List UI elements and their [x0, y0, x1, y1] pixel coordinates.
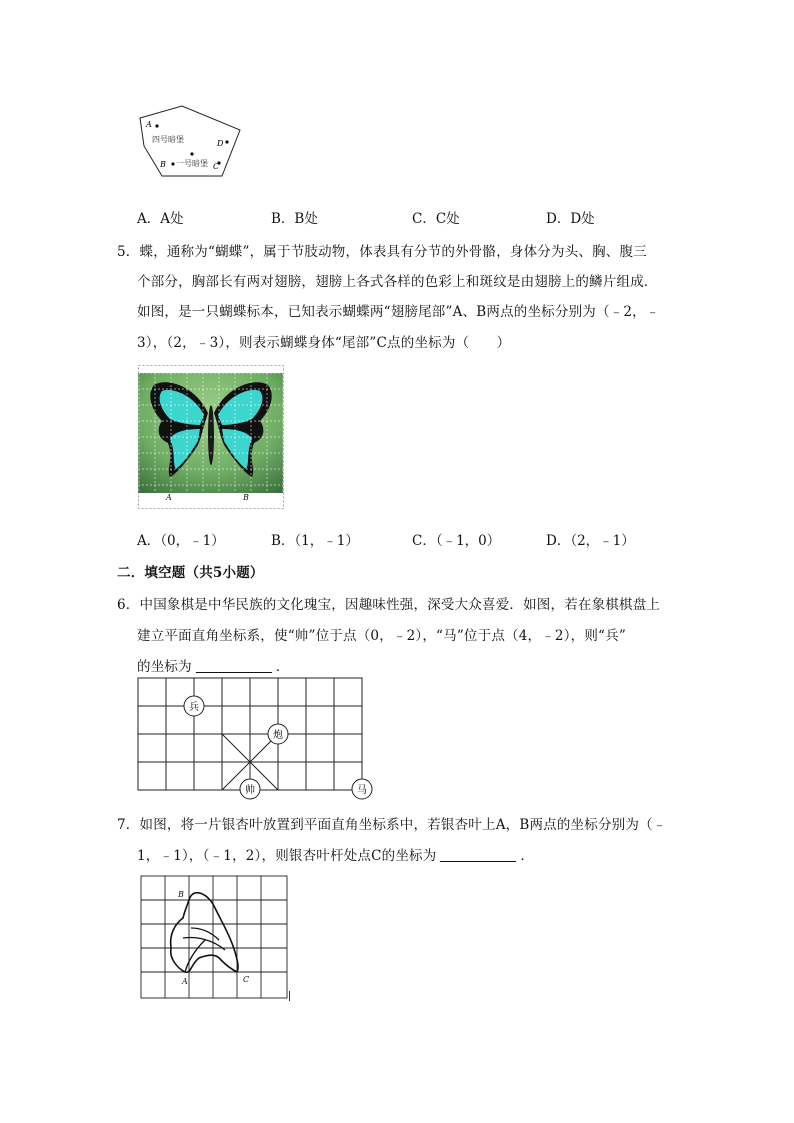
map-label-c: C [213, 162, 220, 171]
q7-suffix: ． [520, 848, 535, 864]
q6-text-line-2: 建立平面直角坐标系，使“帅”位于点（0，﹣2），“马”位于点（4，﹣2），则“兵” [137, 628, 626, 644]
piece-ma[interactable] [352, 779, 372, 799]
piece-bing[interactable] [184, 696, 204, 716]
q5-option-b[interactable]: B．（1，﹣1） [271, 533, 359, 549]
figure-edge-mark [289, 991, 290, 1001]
q5-text-line-2: 个部分，胸部长有两对翅膀，翅膀上各式各样的色彩上和斑纹是由翅膀上的鳞片组成． [137, 274, 658, 290]
piece-ma-label: 马 [357, 785, 367, 796]
q6-prefix: 的坐标为 [137, 659, 192, 675]
q5-text-line-3: 如图，是一只蝴蝶标本，已知表示蝴蝶两“翅膀尾部”A、B两点的坐标分别为（﹣2，﹣ [137, 304, 660, 320]
q7-text-line-2-body: 1，﹣1），（﹣1，2），则银杏叶杆处点C的坐标为 [137, 848, 437, 864]
map-label-d: D [217, 139, 224, 148]
piece-bing-label: 兵 [189, 702, 199, 713]
piece-pao[interactable] [268, 724, 288, 744]
leaf-label-b: B [178, 890, 184, 899]
piece-shuai[interactable] [240, 779, 260, 799]
q4-option-b[interactable]: B．B处 [271, 211, 318, 227]
section-2-title: 二．填空题（共5小题） [117, 565, 264, 581]
butterfly-label-a: A [166, 493, 172, 502]
fort-map-figure [136, 104, 246, 178]
q5-text-line-1: 5．蝶，通称为“蝴蝶”，属于节肢动物，体表具有分节的外骨骼，身体分为头、胸、腹三 [117, 244, 647, 260]
q4-option-c[interactable]: C．C处 [412, 211, 460, 227]
ginkgo-leaf-outline [171, 893, 238, 973]
piece-pao-label: 炮 [273, 730, 283, 741]
map-label-a: A [146, 120, 152, 129]
q6-text-line-1: 6．中国象棋是中华民族的文化瑰宝，因趣味性强，深受大众喜爱．如图，若在象棋棋盘上 [117, 597, 661, 613]
butterfly-label-b: B [243, 493, 249, 502]
leaf-label-c: C [243, 975, 250, 984]
q5-option-d[interactable]: D．（2，﹣1） [546, 533, 635, 549]
q7-text-line-1: 7．如图，将一片银杏叶放置到平面直角坐标系中，若银杏叶上A，B两点的坐标分别为（﹣ [117, 817, 667, 833]
q6-suffix: ． [275, 659, 290, 675]
q6-answer-blank[interactable] [196, 659, 272, 673]
q7-answer-blank[interactable] [440, 848, 516, 862]
chessboard-figure [136, 677, 376, 801]
q6-text-line-3 [137, 655, 290, 675]
map-label-fort1: 一号暗堡 [176, 159, 208, 168]
q7-text-line-2 [137, 844, 534, 864]
ginkgo-leaf-figure [139, 874, 293, 1002]
q5-option-a[interactable]: A．（0，﹣1） [137, 533, 225, 549]
leaf-label-a: A [182, 977, 188, 986]
q5-text-line-4: 3），（2，﹣3），则表示蝴蝶身体“尾部”C点的坐标为（ ） [137, 335, 511, 351]
map-label-b: B [160, 160, 166, 169]
q4-option-a[interactable]: A．A处 [137, 211, 184, 227]
butterfly-figure [138, 365, 284, 509]
q4-option-d[interactable]: D．D处 [546, 211, 595, 227]
map-label-fort4: 四号暗堡 [152, 135, 184, 144]
butterfly-body [208, 405, 214, 465]
q5-option-c[interactable]: C．（﹣1，0） [412, 533, 501, 549]
piece-shuai-label: 帅 [245, 785, 255, 796]
